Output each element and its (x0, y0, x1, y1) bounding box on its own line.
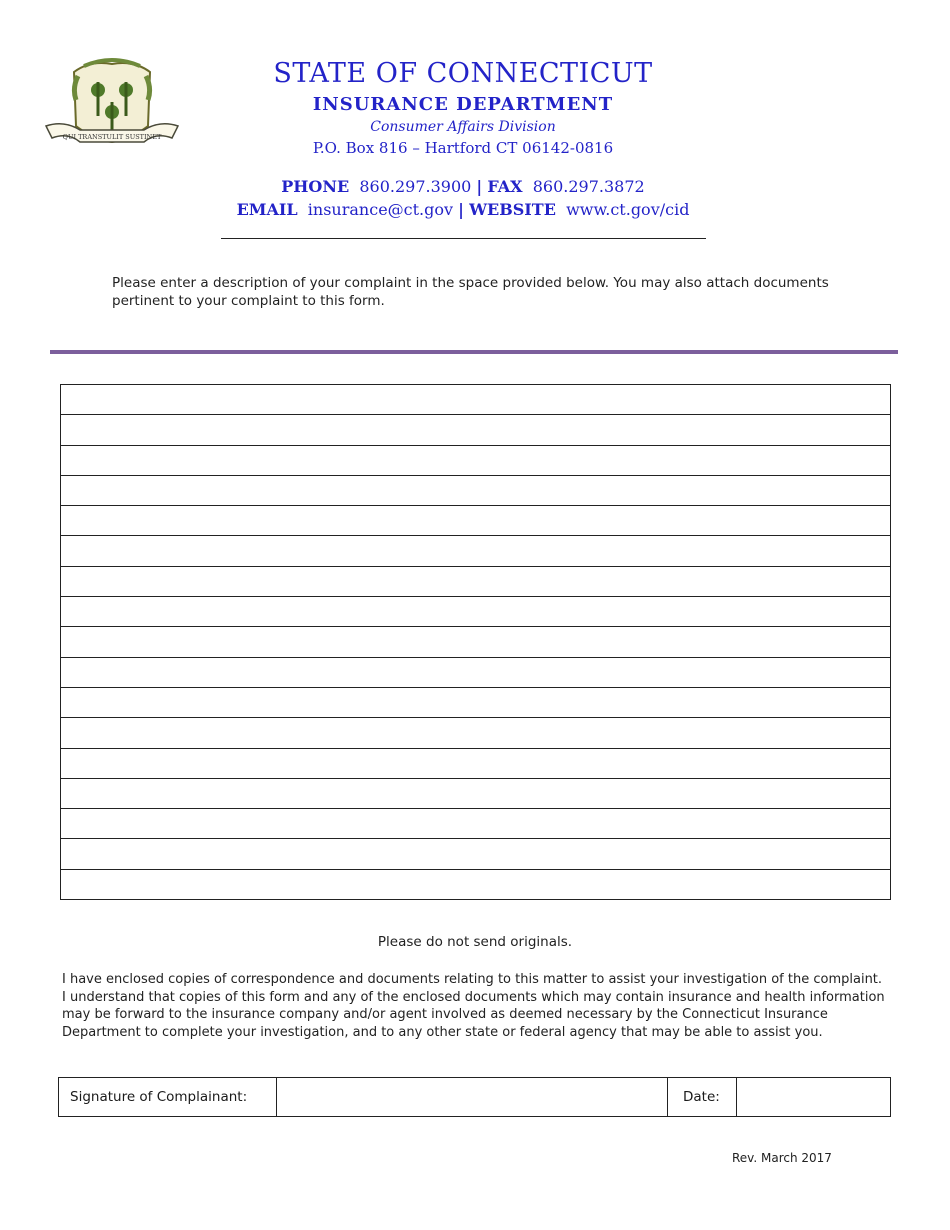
fax-number: 860.297.3872 (532, 177, 645, 196)
department-title: INSURANCE DEPARTMENT (312, 94, 614, 115)
email-address: insurance@ct.gov (307, 200, 454, 219)
complaint-line[interactable] (61, 749, 890, 779)
division-name: Consumer Affairs Division (370, 119, 556, 135)
fax-label: FAX (487, 177, 523, 196)
intro-text: Please enter a description of your complaint in the space provided below. You may also attach documents pertinent to your complaint to this form. (112, 275, 829, 309)
date-field[interactable] (737, 1078, 890, 1116)
email-website-line (0, 200, 938, 219)
originals-note: Please do not send originals. (377, 934, 573, 950)
complaint-line[interactable] (61, 658, 890, 688)
section-divider (50, 350, 898, 354)
complaint-line[interactable] (61, 506, 890, 536)
complaint-line[interactable] (61, 567, 890, 597)
website-url: www.ct.gov/cid (566, 200, 690, 219)
complaint-line[interactable] (61, 718, 890, 748)
seal-motto: QUI TRANSTULIT SUSTINET (62, 133, 162, 141)
signature-field[interactable] (277, 1078, 668, 1116)
signature-label: Signature of Complainant: (59, 1078, 277, 1116)
complaint-line[interactable] (61, 627, 890, 657)
email-label: EMAIL (236, 200, 298, 219)
complaint-line[interactable] (61, 779, 890, 809)
signature-table (58, 1077, 891, 1117)
phone-label: PHONE (281, 177, 350, 196)
complaint-line[interactable] (61, 536, 890, 566)
separator: | (458, 200, 464, 219)
revision-date: Rev. March 2017 (732, 1151, 832, 1165)
website-label: WEBSITE (469, 200, 556, 219)
complaint-line[interactable] (61, 839, 890, 869)
state-title: STATE OF CONNECTICUT (273, 58, 653, 89)
complaint-line[interactable] (61, 870, 890, 900)
phone-fax-line (0, 177, 938, 196)
header-divider (221, 238, 706, 239)
authorization-paragraph: I have enclosed copies of correspondence and documents relating to this matter to assist your investigation of the complaint. I understand that copies of this form and any of the enclosed documents which may contain insurance and health information may be forward to the insurance company and/or agent involved as deemed necessary by the Connecticut Insurance Department to complete your investigation, and to any other state or federal agency that may be able to assist you. (62, 972, 885, 1040)
mailing-address: P.O. Box 816 – Hartford CT 06142-0816 (312, 139, 614, 157)
complaint-line[interactable] (61, 809, 890, 839)
complaint-line[interactable] (61, 385, 890, 415)
phone-number: 860.297.3900 (359, 177, 472, 196)
complaint-line[interactable] (61, 446, 890, 476)
complaint-line[interactable] (61, 476, 890, 506)
date-label: Date: (668, 1078, 737, 1116)
complaint-line[interactable] (61, 597, 890, 627)
complaint-description-area[interactable] (60, 384, 891, 900)
complaint-line[interactable] (61, 688, 890, 718)
separator: | (476, 177, 483, 196)
complaint-line[interactable] (61, 415, 890, 445)
